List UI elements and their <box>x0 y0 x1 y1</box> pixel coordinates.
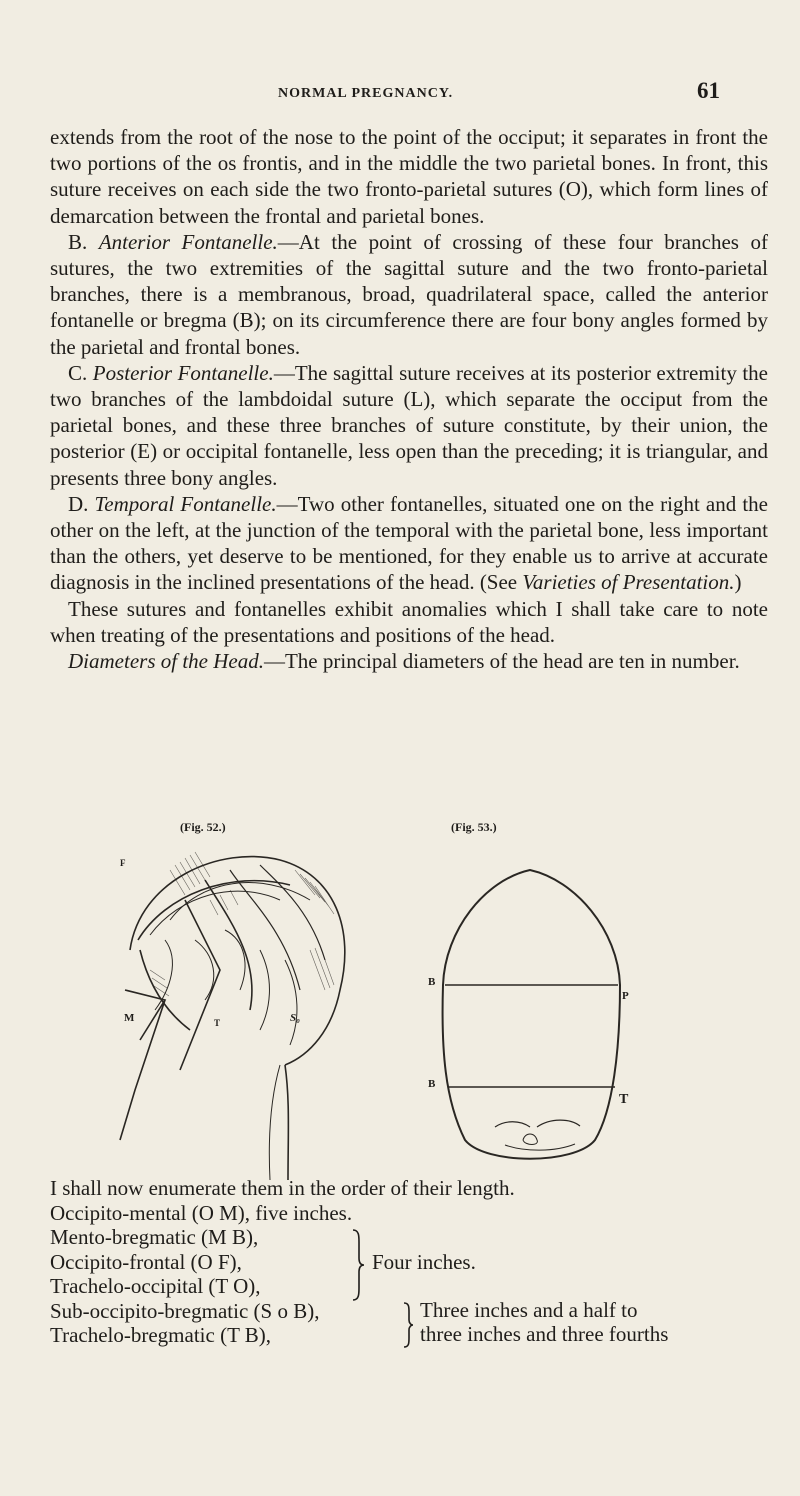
paragraph-anomalies: These sutures and fontanelles exhibit anomalies which I shall take care to note when treating of the presentations and positions of the head. <box>50 596 768 647</box>
label-p: P <box>622 990 629 1002</box>
list-item <box>50 1274 780 1299</box>
diameter-name: Mento-bregmatic (M B), <box>50 1225 259 1249</box>
group-note-three-a: Three inches and a half to <box>420 1298 638 1322</box>
figure-53-head-outline <box>425 840 635 1170</box>
paragraph-text: —Two other fontanelles, situated one on the right and the other on the left, at the junction of the temporal with the parietal bone, less important than the others, yet deserve to be mentioned, for they enable us to arrive at accurate diagnosis in the inclined presentations of the head. (See <box>50 491 769 595</box>
section-title-temporal: Temporal Fontanelle. <box>94 491 277 516</box>
list-intro-row <box>50 1176 780 1201</box>
figure-52-skull-illustration <box>110 840 360 1180</box>
paragraph-text: —The principal diameters of the head are ten in number. <box>263 649 740 674</box>
paragraph-text: —At the point of crossing of these four branches of sutures, the two extremities of the sagittal suture and the two fronto-parietal branches, there is a membranous, broad, quadrilateral space, called the anterior fontanelle or bregma (B); on its circumference there are four bony angles formed by the parietal and frontal bones. <box>50 229 768 359</box>
diameter-name: Occipito-frontal (O F), <box>50 1249 242 1274</box>
paragraph-sagittal-suture: extends from the root of the nose to the point of the occiput; it separates in front the two portions of the os frontis, and in the middle the two parietal bones. In front, this suture receives on each side the two fronto-parietal sutures (O), which form lines of demarcation between the frontal and parietal bones. <box>50 125 768 228</box>
paragraph-temporal-fontanelle <box>50 491 768 596</box>
brace-three-inches <box>402 1301 414 1349</box>
brace-four-inches <box>350 1228 366 1302</box>
label-t: T <box>619 1092 629 1107</box>
diameters-list <box>50 1176 780 1348</box>
section-title-posterior: Posterior Fontanelle. <box>92 360 274 385</box>
list-item <box>50 1201 780 1226</box>
head-outline-drawing <box>425 840 635 1170</box>
section-title-anterior: Anterior Fontanelle. <box>98 229 278 254</box>
section-title-diameters: Diameters of the Head. <box>68 649 264 674</box>
label-so: S₀ <box>290 1012 300 1024</box>
list-item <box>50 1299 780 1324</box>
group-note-four: Four inches. <box>372 1250 476 1274</box>
running-head: NORMAL PREGNANCY. <box>278 86 454 101</box>
label-m: M <box>124 1012 135 1024</box>
label-f: F <box>120 858 126 868</box>
paragraph-letter: C. <box>68 360 93 385</box>
paragraph-diameters <box>50 648 768 674</box>
cross-reference: Varieties of Presentation. <box>522 570 735 595</box>
label-b-lower: B <box>428 1078 436 1090</box>
list-item <box>50 1323 780 1348</box>
paragraph-anterior-fontanelle <box>50 229 768 360</box>
paragraph-text: ) <box>734 570 742 595</box>
diameter-name: Occipito-mental (O M), five inches. <box>50 1200 353 1225</box>
skull-drawing <box>110 840 360 1180</box>
diameter-name: Sub-occipito-bregmatic (S o B), <box>50 1298 320 1323</box>
label-b-upper: B <box>428 976 436 988</box>
group-note-three-b: three inches and three fourths <box>420 1322 669 1346</box>
diameter-name: Trachelo-occipital (T O), <box>50 1274 261 1298</box>
paragraph-text: —The sagittal suture receives at its posterior extremity the two branches of the lambdoidal suture (L), which separate the occiput from the parietal bones, and these three branches of suture constitute, by their union, the posterior (E) or occipital fontanelle, less open than the preceding; it is triangular, and presents three bony angles. <box>50 360 768 490</box>
paragraph-posterior-fontanelle <box>50 360 768 491</box>
paragraph-letter: D. <box>68 491 95 516</box>
label-t: T <box>214 1018 221 1028</box>
figure-52-caption: (Fig. 52.) <box>180 820 226 834</box>
list-item <box>50 1225 780 1250</box>
diameter-name: Trachelo-bregmatic (T B), <box>50 1323 272 1347</box>
page-number: 61 <box>697 78 720 103</box>
body-text <box>50 124 768 674</box>
list-intro: I shall now enumerate them in the order of their length. <box>50 1176 515 1200</box>
figure-53-caption: (Fig. 53.) <box>451 820 497 834</box>
paragraph-letter: B. <box>68 229 99 254</box>
